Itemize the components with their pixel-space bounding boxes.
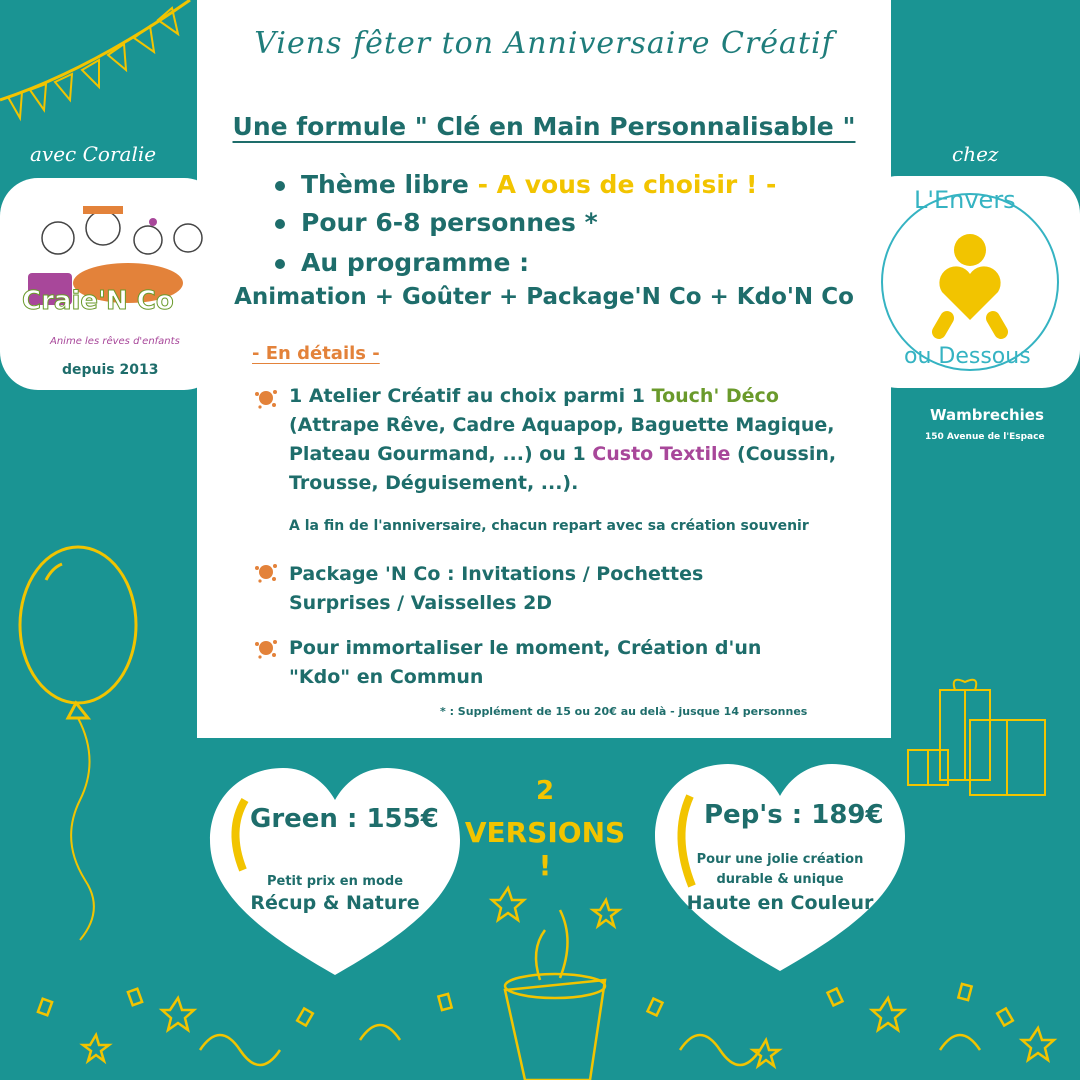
bullet-persons: Pour 6-8 personnes * (275, 208, 598, 237)
peps-title: Pep's : 189€ (704, 800, 884, 830)
main-card (197, 0, 891, 738)
bunting-icon (0, 0, 200, 130)
gifts-icon (900, 670, 1060, 810)
souvenir-note: A la fin de l'anniversaire, chacun repart avec sa création souvenir (289, 518, 809, 534)
green-line2: Récup & Nature (250, 892, 420, 914)
splat-icon (254, 636, 278, 660)
confetti-cup-icon (0, 880, 1080, 1080)
touch-deco: Touch' Déco (651, 385, 779, 407)
atelier-paragraph: 1 Atelier Créatif au choix parmi 1 Touch' Déco (Attrape Rêve, Cadre Aquapop, Baguette Magique, Plateau Gourmand, ...) ou 1 Custo Textile (Coussin, Trousse, Déguisement, ...). (289, 385, 837, 494)
splat-icon (254, 560, 278, 584)
with-coralie: avec Coralie (30, 142, 157, 166)
versions-label: VERSIONS ! (464, 816, 626, 882)
envers-logo-bottom: ou Dessous (904, 344, 1031, 369)
address: 150 Avenue de l'Espace (925, 432, 1045, 442)
package-paragraph: Package 'N Co : Invitations / Pochettes Surprises / Vaisselles 2D (289, 563, 704, 614)
details-heading: - En détails - (252, 343, 380, 364)
peps-line3: Haute en Couleur (686, 892, 874, 914)
bullet-theme: Thème libre - A vous de choisir ! - (275, 170, 776, 199)
versions-number: 2 (535, 776, 555, 806)
theme-highlight: - A vous de choisir ! - (477, 170, 777, 199)
city: Wambrechies (930, 406, 1044, 424)
kdo-paragraph: Pour immortaliser le moment, Création d'un "Kdo" en Commun (289, 637, 762, 688)
envers-logo-box (860, 176, 1080, 388)
peps-line2: durable & unique (716, 872, 844, 887)
headline: Viens fêter ton Anniversaire Créatif (254, 26, 834, 61)
peps-line1: Pour une jolie création (696, 852, 864, 867)
footnote: * : Supplément de 15 ou 20€ au delà - jusque 14 personnes (440, 705, 808, 718)
craie-tagline: Anime les rêves d'enfants (50, 336, 180, 347)
craie-logo-box (0, 178, 222, 390)
since-text: depuis 2013 (62, 362, 159, 378)
green-line1: Petit prix en mode (266, 874, 404, 889)
craie-logo-text: Craie'N Co (22, 286, 174, 316)
custo-textile: Custo Textile (592, 443, 731, 465)
bullet-program: Au programme : (275, 248, 529, 277)
formula-title: Une formule " Clé en Main Personnalisable " (232, 112, 856, 141)
chez-label: chez (952, 142, 999, 166)
splat-icon (254, 386, 278, 410)
envers-logo-top: L'Envers (914, 186, 1016, 214)
green-title: Green : 155€ (250, 804, 439, 834)
program-line: Animation + Goûter + Package'N Co + Kdo'N Co (234, 284, 854, 310)
